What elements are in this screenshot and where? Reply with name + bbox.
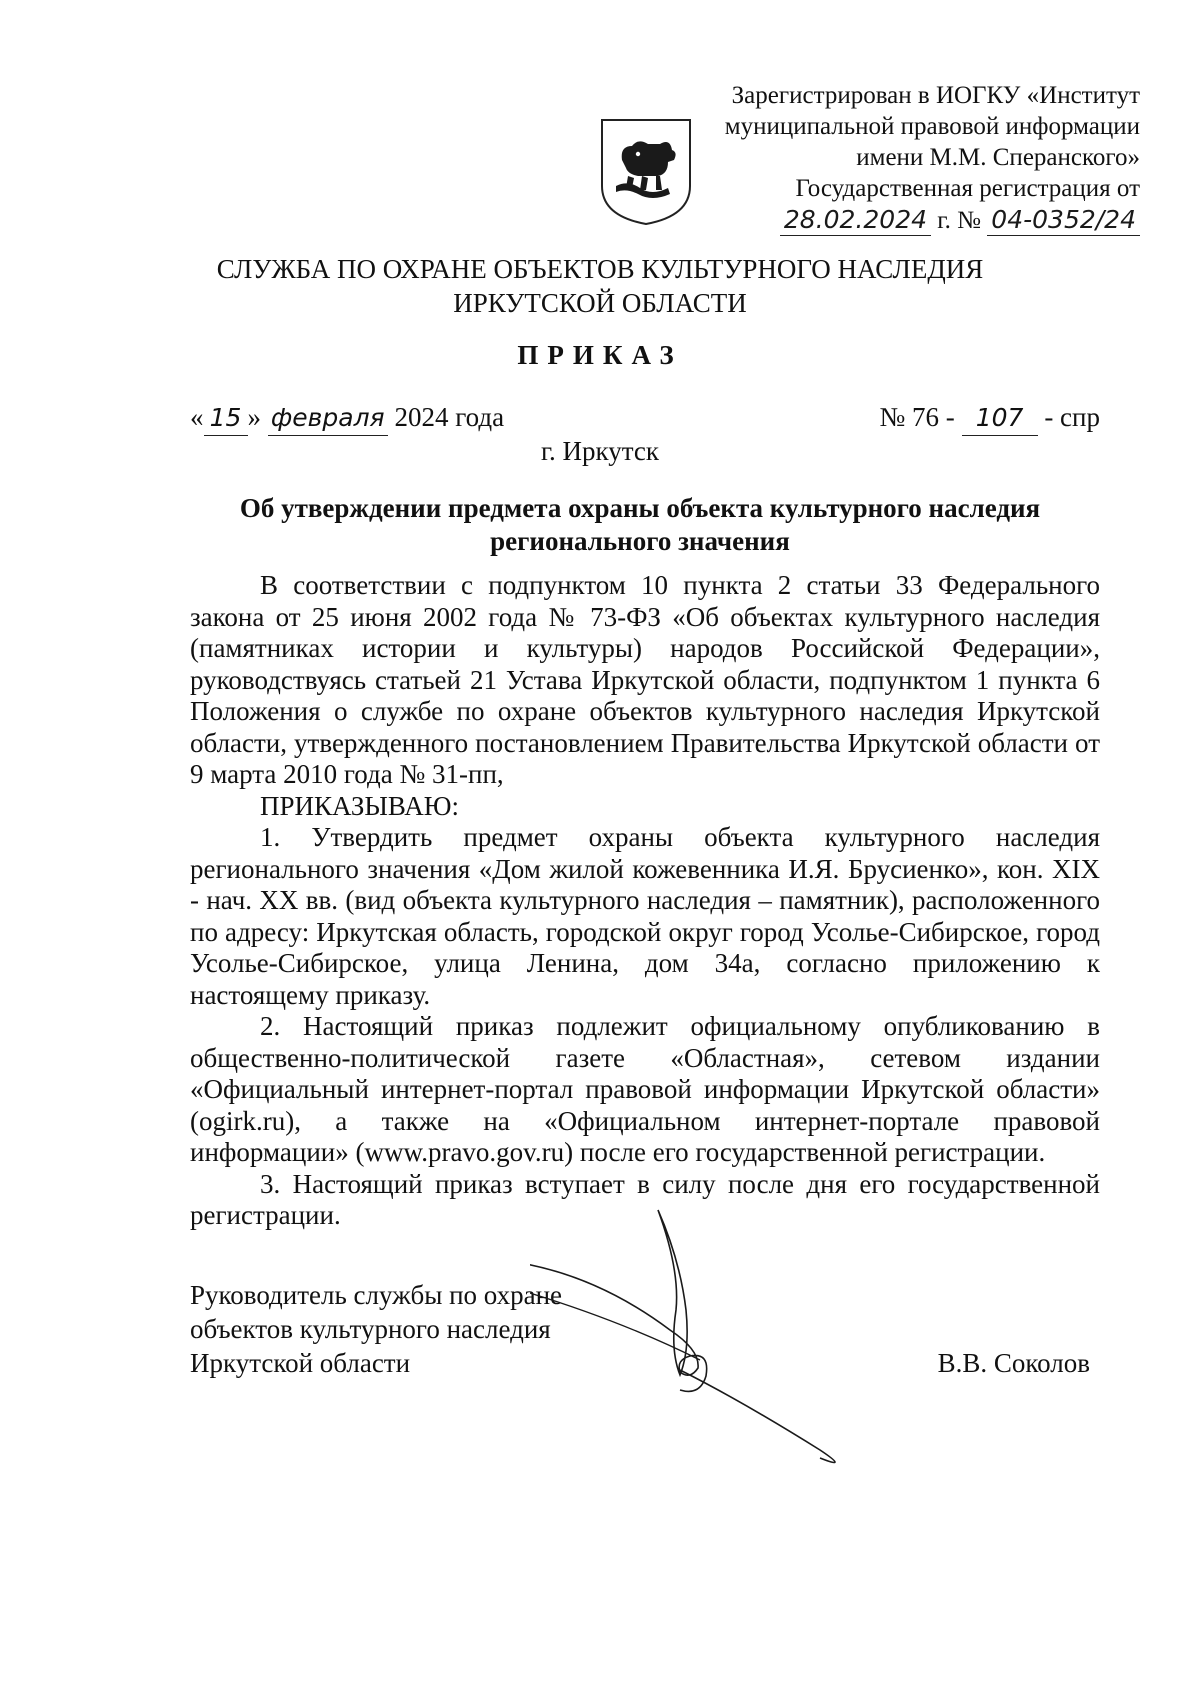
preamble-paragraph: В соответствии с подпунктом 10 пункта 2 статьи 33 Федерального закона от 25 июня 2002 года № 73-ФЗ «Об объектах культурного наследия (памятниках истории и культуры) народов Российской Федерации», руководствуясь статьей 21 Устава Иркутской области, подпунктом 1 пункта 6 Положения о службе по охране объектов культурного наследия Иркутской области, утвержденного постановлением Правительства Иркутской области от 9 марта 2010 года № 31-пп, — [190, 570, 1100, 789]
document-date: « 15 » февраля 2024 года — [190, 400, 504, 436]
signatory-position-line-3: Иркутской области — [190, 1348, 411, 1378]
document-body — [190, 570, 1100, 1232]
signatory-name: В.В. Соколов — [937, 1348, 1090, 1378]
subject-line-1: Об утверждении предмета охраны объекта культурного наследия — [239, 493, 1041, 523]
day-handwritten: 15 — [204, 401, 248, 436]
registration-date: 28.02.2024 — [780, 204, 931, 236]
signatory-position — [190, 1278, 562, 1380]
registration-line-1: Зарегистрирован в ИОГКУ «Институт — [731, 82, 1140, 109]
month-handwritten: февраля — [268, 401, 388, 436]
registration-line-5 — [680, 204, 1140, 236]
handwritten-signature — [530, 1200, 910, 1500]
document-title: ПРИКАЗ — [517, 340, 683, 370]
city: г. Иркутск — [541, 436, 659, 466]
registration-line-3: имени М.М. Сперанского» — [856, 144, 1140, 171]
document-subject — [200, 492, 1080, 558]
registration-number: 04-0352/24 — [987, 204, 1140, 236]
organization-name — [0, 252, 1200, 320]
order-item-1: 1. Утвердить предмет охраны объекта культурного наследия регионального значения «Дом жилой кожевенника И.Я. Брусиенко», кон. XIX - нач. XX вв. (вид объекта культурного наследия – памятник), расположенного по адресу: Иркутская область, городской округ город Усолье-Сибирское, город Усолье-Сибирское, улица Ленина, дом 34а, согласно приложению к настоящему приказу. — [190, 822, 1100, 1010]
subject-line-2: регионального значения — [490, 526, 790, 556]
order-word: ПРИКАЗЫВАЮ: — [260, 790, 459, 821]
signatory-position-line-2: объектов культурного наследия — [190, 1314, 551, 1344]
document-number: № 76 - 107 - спр — [880, 400, 1100, 436]
organization-line-1: СЛУЖБА ПО ОХРАНЕ ОБЪЕКТОВ КУЛЬТУРНОГО НАСЛЕДИЯ — [216, 254, 984, 284]
date-number-row — [190, 400, 1100, 434]
registration-line-2: муниципальной правовой информации — [724, 113, 1140, 140]
organization-line-2: ИРКУТСКОЙ ОБЛАСТИ — [453, 288, 747, 318]
registration-number-prefix: г. № — [937, 207, 982, 234]
signatory-position-line-1: Руководитель службы по охране — [190, 1280, 563, 1310]
year-text: 2024 года — [394, 402, 505, 432]
registration-stamp — [680, 80, 1140, 236]
order-item-3: 3. Настоящий приказ вступает в силу после дня его государственной регистрации. — [190, 1168, 1100, 1230]
number-handwritten: 107 — [962, 401, 1038, 436]
registration-line-4: Государственная регистрация от — [795, 175, 1140, 202]
irkutsk-coat-of-arms-icon — [598, 116, 694, 228]
order-item-2: 2. Настоящий приказ подлежит официальному опубликованию в общественно-политической газете «Областная», сетевом издании «Официальный интернет-портал правовой информации Иркутской области» (ogirk.ru), а также на «Официальном интернет-портале правовой информации» (www.pravo.gov.ru) после его государственной регистрации. — [190, 1011, 1100, 1167]
